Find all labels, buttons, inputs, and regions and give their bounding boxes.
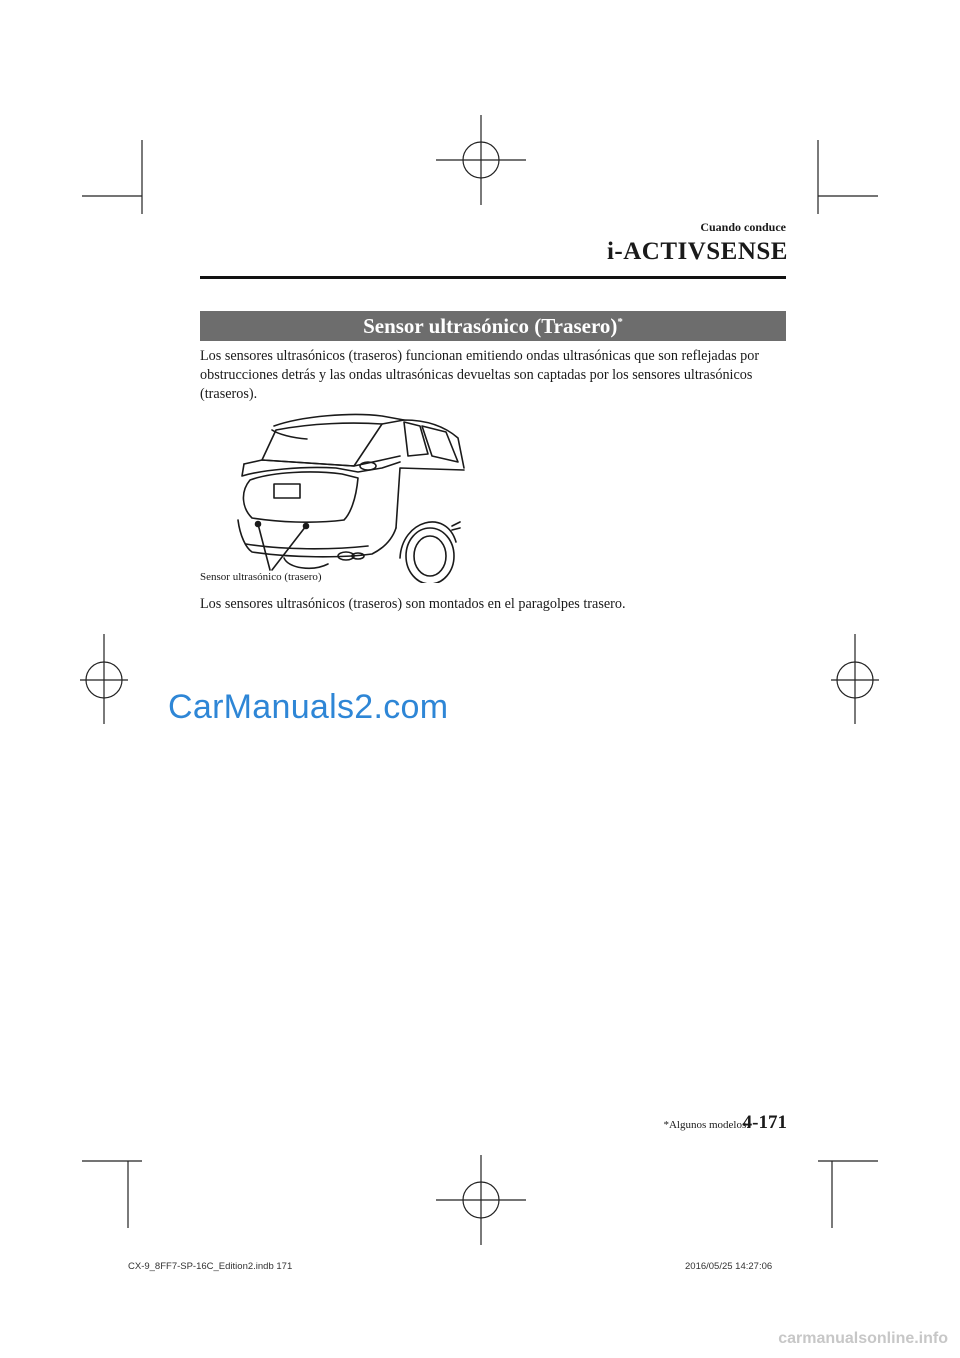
some-models-mark: * — [617, 316, 623, 328]
footnote: *Algunos modelos. — [663, 1119, 749, 1131]
section-title-banner — [200, 311, 786, 341]
intro-paragraph: Los sensores ultrasónicos (traseros) funcionan emitiendo ondas ultrasónicas que son reflejadas por obstrucciones detrás y las ondas ultrasónicas devueltas son captadas por los sensores ultrasónicos (traseros). — [200, 348, 760, 402]
chapter-title: i-ACTIVSENSE — [606, 238, 788, 265]
header-rule — [200, 276, 786, 279]
section-label: Cuando conduce — [700, 220, 786, 234]
page-number: 4-171 — [742, 1112, 787, 1133]
print-date: 2016/05/25 14:27:06 — [685, 1261, 773, 1272]
figure-caption: Sensor ultrasónico (trasero) — [200, 571, 322, 583]
mount-paragraph: Los sensores ultrasónicos (traseros) son montados en el paragolpes trasero. — [200, 596, 626, 612]
rear-sensor-illustration — [232, 408, 467, 583]
section-title: Sensor ultrasónico (Trasero) — [363, 314, 618, 338]
print-file-info: CX-9_8FF7-SP-16C_Edition2.indb 171 — [128, 1261, 293, 1272]
site-watermark: carmanualsonline.info — [778, 1330, 948, 1347]
watermark-logo: CarManuals2.com — [168, 688, 449, 726]
